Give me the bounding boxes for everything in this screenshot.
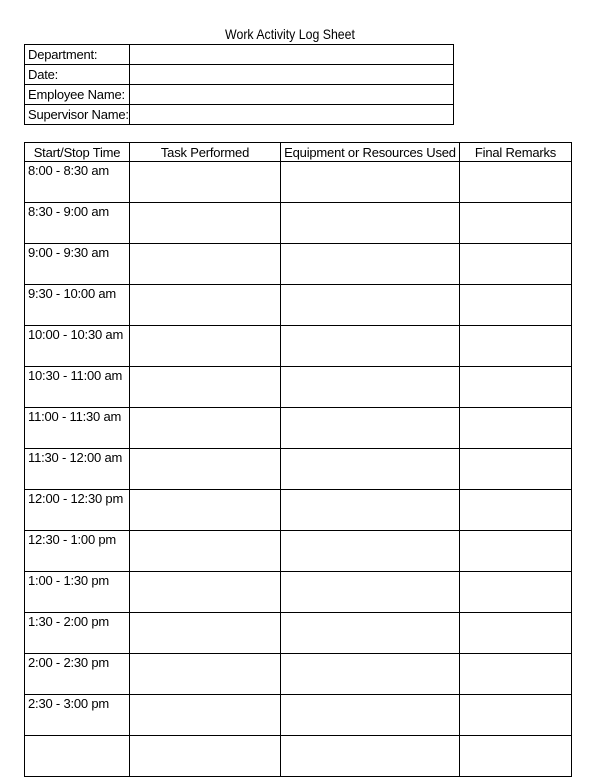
header-equipment-resources: Equipment or Resources Used [281, 143, 460, 162]
header-final-remarks: Final Remarks [460, 143, 572, 162]
equipment-used-cell[interactable] [281, 203, 460, 244]
time-slot-cell: 10:00 - 10:30 am [25, 326, 130, 367]
task-performed-cell[interactable] [130, 285, 281, 326]
task-performed-cell[interactable] [130, 695, 281, 736]
time-slot-cell: 11:00 - 11:30 am [25, 408, 130, 449]
task-performed-cell[interactable] [130, 572, 281, 613]
task-performed-cell[interactable] [130, 736, 281, 777]
info-row-employee-name [25, 85, 454, 105]
time-slot-cell: 2:30 - 3:00 pm [25, 695, 130, 736]
table-row [25, 367, 572, 408]
time-slot-cell: 8:30 - 9:00 am [25, 203, 130, 244]
supervisor-name-label: Supervisor Name: [25, 105, 130, 125]
document-title: Work Activity Log Sheet [225, 26, 355, 42]
equipment-used-cell[interactable] [281, 244, 460, 285]
final-remarks-cell[interactable] [460, 736, 572, 777]
task-performed-cell[interactable] [130, 531, 281, 572]
info-row-department [25, 45, 454, 65]
final-remarks-cell[interactable] [460, 203, 572, 244]
task-performed-cell[interactable] [130, 490, 281, 531]
task-performed-cell[interactable] [130, 244, 281, 285]
final-remarks-cell[interactable] [460, 490, 572, 531]
employee-info-table [24, 44, 454, 125]
header-task-performed: Task Performed [130, 143, 281, 162]
date-label: Date: [25, 65, 130, 85]
equipment-used-cell[interactable] [281, 695, 460, 736]
info-row-supervisor-name [25, 105, 454, 125]
time-slot-cell: 11:30 - 12:00 am [25, 449, 130, 490]
table-row [25, 449, 572, 490]
table-row [25, 736, 572, 777]
final-remarks-cell[interactable] [460, 449, 572, 490]
final-remarks-cell[interactable] [460, 326, 572, 367]
info-row-date [25, 65, 454, 85]
employee-name-field[interactable] [129, 85, 453, 105]
table-row [25, 203, 572, 244]
time-slot-cell: 9:00 - 9:30 am [25, 244, 130, 285]
department-field[interactable] [129, 45, 453, 65]
supervisor-name-field[interactable] [129, 105, 453, 125]
final-remarks-cell[interactable] [460, 244, 572, 285]
final-remarks-cell[interactable] [460, 531, 572, 572]
table-row [25, 490, 572, 531]
final-remarks-cell[interactable] [460, 367, 572, 408]
equipment-used-cell[interactable] [281, 449, 460, 490]
equipment-used-cell[interactable] [281, 654, 460, 695]
table-row [25, 695, 572, 736]
equipment-used-cell[interactable] [281, 285, 460, 326]
time-slot-cell [25, 736, 130, 777]
equipment-used-cell[interactable] [281, 326, 460, 367]
final-remarks-cell[interactable] [460, 695, 572, 736]
time-slot-cell: 1:30 - 2:00 pm [25, 613, 130, 654]
employee-name-label: Employee Name: [25, 85, 130, 105]
final-remarks-cell[interactable] [460, 654, 572, 695]
log-body [25, 162, 572, 777]
table-row [25, 654, 572, 695]
log-header-row [25, 143, 572, 162]
final-remarks-cell[interactable] [460, 285, 572, 326]
task-performed-cell[interactable] [130, 326, 281, 367]
time-slot-cell: 12:30 - 1:00 pm [25, 531, 130, 572]
equipment-used-cell[interactable] [281, 572, 460, 613]
final-remarks-cell[interactable] [460, 162, 572, 203]
task-performed-cell[interactable] [130, 654, 281, 695]
final-remarks-cell[interactable] [460, 572, 572, 613]
task-performed-cell[interactable] [130, 408, 281, 449]
table-row [25, 572, 572, 613]
table-row [25, 326, 572, 367]
time-slot-cell: 9:30 - 10:00 am [25, 285, 130, 326]
final-remarks-cell[interactable] [460, 408, 572, 449]
equipment-used-cell[interactable] [281, 162, 460, 203]
task-performed-cell[interactable] [130, 449, 281, 490]
header-start-stop-time: Start/Stop Time [25, 143, 130, 162]
task-performed-cell[interactable] [130, 367, 281, 408]
time-slot-cell: 8:00 - 8:30 am [25, 162, 130, 203]
table-row [25, 244, 572, 285]
equipment-used-cell[interactable] [281, 408, 460, 449]
table-row [25, 285, 572, 326]
activity-log-table [24, 142, 572, 777]
task-performed-cell[interactable] [130, 613, 281, 654]
task-performed-cell[interactable] [130, 162, 281, 203]
final-remarks-cell[interactable] [460, 613, 572, 654]
time-slot-cell: 2:00 - 2:30 pm [25, 654, 130, 695]
time-slot-cell: 1:00 - 1:30 pm [25, 572, 130, 613]
department-label: Department: [25, 45, 130, 65]
date-field[interactable] [129, 65, 453, 85]
table-row [25, 408, 572, 449]
equipment-used-cell[interactable] [281, 531, 460, 572]
task-performed-cell[interactable] [130, 203, 281, 244]
table-row [25, 531, 572, 572]
equipment-used-cell[interactable] [281, 613, 460, 654]
equipment-used-cell[interactable] [281, 367, 460, 408]
time-slot-cell: 10:30 - 11:00 am [25, 367, 130, 408]
equipment-used-cell[interactable] [281, 490, 460, 531]
time-slot-cell: 12:00 - 12:30 pm [25, 490, 130, 531]
equipment-used-cell[interactable] [281, 736, 460, 777]
table-row [25, 162, 572, 203]
table-row [25, 613, 572, 654]
